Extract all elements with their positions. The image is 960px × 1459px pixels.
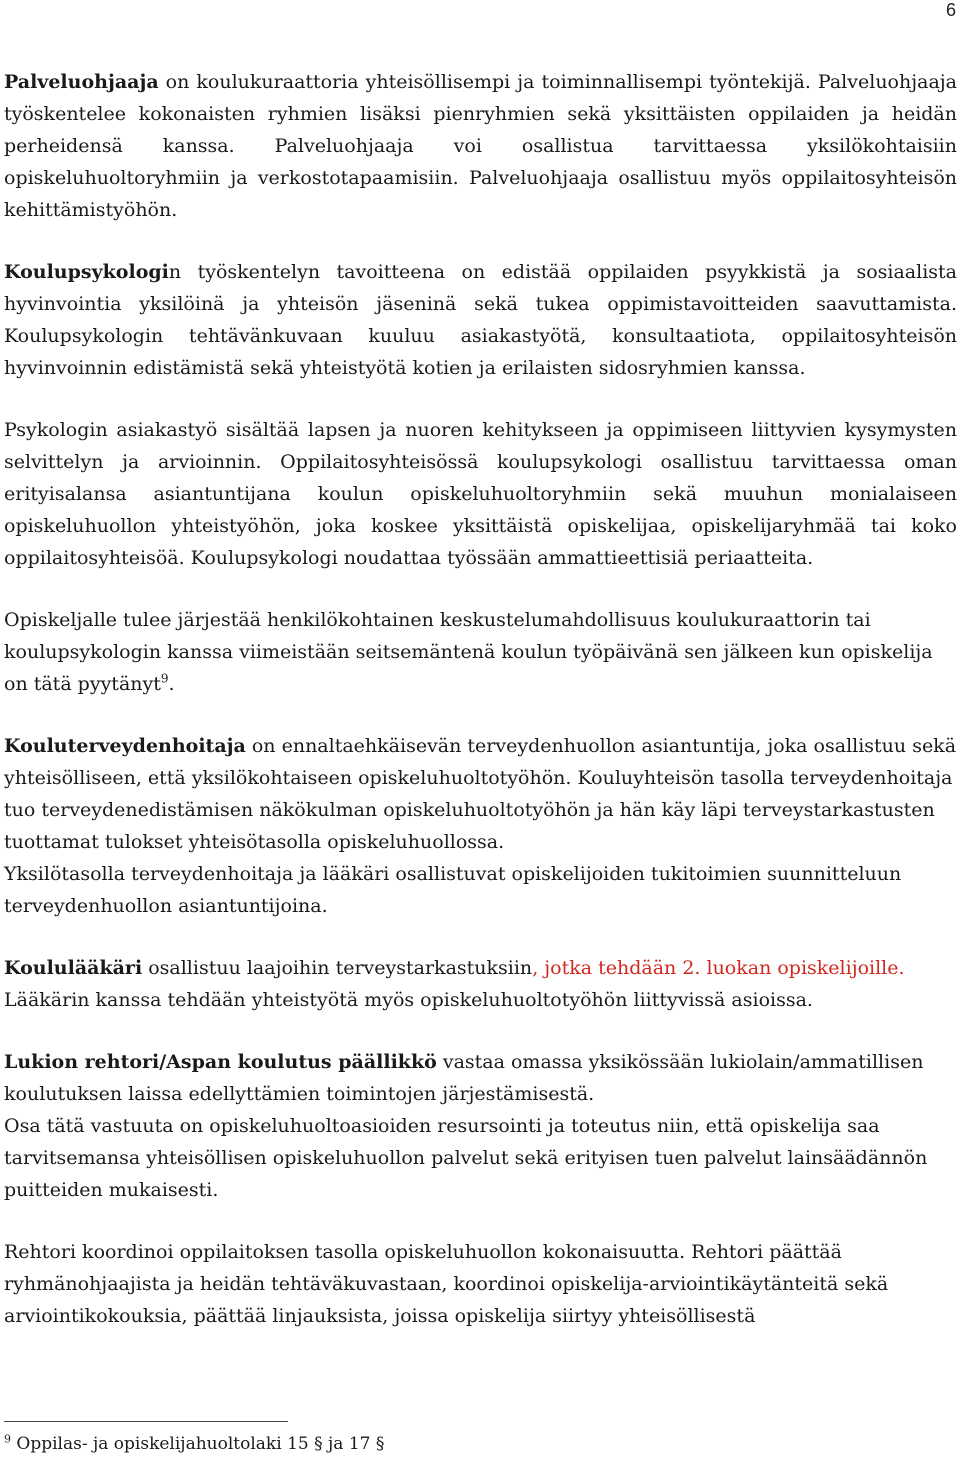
document-body (4, 66, 957, 1362)
paragraph-end: . (168, 673, 175, 695)
term-rehtori: Lukion rehtori/Aspan koulutus päällikkö (4, 1051, 437, 1073)
paragraph-text: Rehtori koordinoi oppilaitoksen tasolla opiskeluhuollon kokonaisuutta. Rehtori päättää ryhmänohjaajista ja heidän tehtäväkuvastaan, koordinoi opiskelija-arviointikäytänteitä sekä arviointikokouksia, päättää linjauksista, joissa opiskelija siirtyy yhteisöllisestä (4, 1241, 889, 1327)
paragraph-text-line2: Lääkärin kanssa tehdään yhteistyötä myös opiskeluhuoltotyöhön liittyvissä asioissa. (4, 989, 813, 1011)
paragraph-psykologin-asiakastyo (4, 414, 957, 574)
footnote-divider (4, 1421, 288, 1422)
paragraph-koululaakari (4, 952, 957, 1016)
term-kouluterveydenhoitaja: Kouluterveydenhoitaja (4, 735, 246, 757)
paragraph-resursointi (4, 1110, 957, 1206)
paragraph-text: Yksilötasolla terveydenhoitaja ja lääkäri osallistuvat opiskelijoiden tukitoimien suunnitteluun terveydenhuollon asiantuntijoina. (4, 863, 902, 917)
paragraph-koulupsykologi (4, 256, 957, 384)
term-koululaakari: Koululääkäri (4, 957, 143, 979)
term-koulupsykologi: Koulupsykologi (4, 261, 169, 283)
footnote-text: Oppilas- ja opiskelijahuoltolaki 15 § ja 17 § (11, 1434, 385, 1454)
paragraph-palveluohjaaja (4, 66, 957, 226)
paragraph-text: Psykologin asiakastyö sisältää lapsen ja nuoren kehitykseen ja oppimiseen liittyvien kysymysten selvittelyn ja arvioinnin. Oppilaitosyhteisössä koulupsykologi osallistuu tarvittaessa oman erityisalansa asiantuntijana koulun opiskeluhuoltoryhmiin sekä muuhun monialaiseen opiskeluhuollon yhteistyöhön, joka koskee yksittäistä opiskelijaa, opiskelijaryhmää tai koko oppilaitosyhteisöä. Koulupsykologi noudattaa työssään ammattieettisiä periaatteita. (4, 419, 957, 569)
highlighted-text: , jotka tehdään 2. luokan opiskelijoille. (532, 957, 905, 979)
page-number: 6 (945, 0, 956, 20)
paragraph-text: on koulukuraattoria yhteisöllisempi ja toiminnallisempi työntekijä. Palveluohjaaja työskentelee kokonaisten ryhmien lisäksi pienryhmien sekä yksittäisten oppilaiden ja heidän perheidensä kanssa. Palveluohjaaja voi osallistua tarvittaessa yksilökohtaisiin opiskeluhuoltoryhmiin ja verkostotapaamisiin. Palveluohjaaja osallistuu myös oppilaitosyhteisön kehittämistyöhön. (4, 71, 957, 221)
paragraph-rehtori-koordinoi (4, 1236, 957, 1332)
paragraph-rehtori (4, 1046, 957, 1110)
paragraph-text: osallistuu laajoihin terveystarkastuksiin (142, 957, 533, 979)
paragraph-keskustelumahdollisuus (4, 604, 957, 700)
footnote-reference: 9 (160, 671, 169, 686)
paragraph-text: Opiskeljalle tulee järjestää henkilökohtainen keskustelumahdollisuus koulukuraattorin tai koulupsykologin kanssa viimeistään seitsemäntenä koulun työpäivänä sen jälkeen kun opiskelija on tätä pyytänyt (4, 609, 933, 695)
paragraph-yksilotaso (4, 858, 957, 922)
paragraph-text: n työskentelyn tavoitteena on edistää oppilaiden psyykkistä ja sosiaalista hyvinvointia yksilöinä ja yhteisön jäseninä sekä tukea oppimistavoitteiden saavuttamista. Koulupsykologin tehtävänkuvaan kuuluu asiakastyötä, konsultaatiota, oppilaitosyhteisön hyvinvoinnin edistämistä sekä yhteistyötä kotien ja erilaisten sidosryhmien kanssa. (4, 261, 957, 379)
footnote-number: 9 (4, 1432, 11, 1446)
paragraph-kouluterveydenhoitaja (4, 730, 957, 858)
paragraph-text: Osa tätä vastuuta on opiskeluhuoltoasioiden resursointi ja toteutus niin, että opiskelija saa tarvitsemansa yhteisöllisen opiskeluhuollon palvelut sekä erityisen tuen palvelut lainsäädännön puitteiden mukaisesti. (4, 1115, 928, 1201)
footnote (4, 1433, 384, 1455)
term-palveluohjaaja: Palveluohjaaja (4, 71, 159, 93)
paragraph-text: on ennaltaehkäisevän terveydenhuollon asiantuntija, joka osallistuu sekä yhteisölliseen, että yksilökohtaiseen opiskeluhuoltotyöhön. Kouluyhteisön tasolla terveydenhoitaja tuo terveydenedistämisen näkökulman opiskeluhuoltotyöhön ja hän käy läpi terveystarkastusten tuottamat tulokset yhteisötasolla opiskeluhuollossa. (4, 735, 957, 853)
paragraph-text: vastaa omassa yksikössään lukiolain/ammatillisen koulutuksen laissa edellyttämien toimintojen järjestämisestä. (4, 1051, 924, 1105)
